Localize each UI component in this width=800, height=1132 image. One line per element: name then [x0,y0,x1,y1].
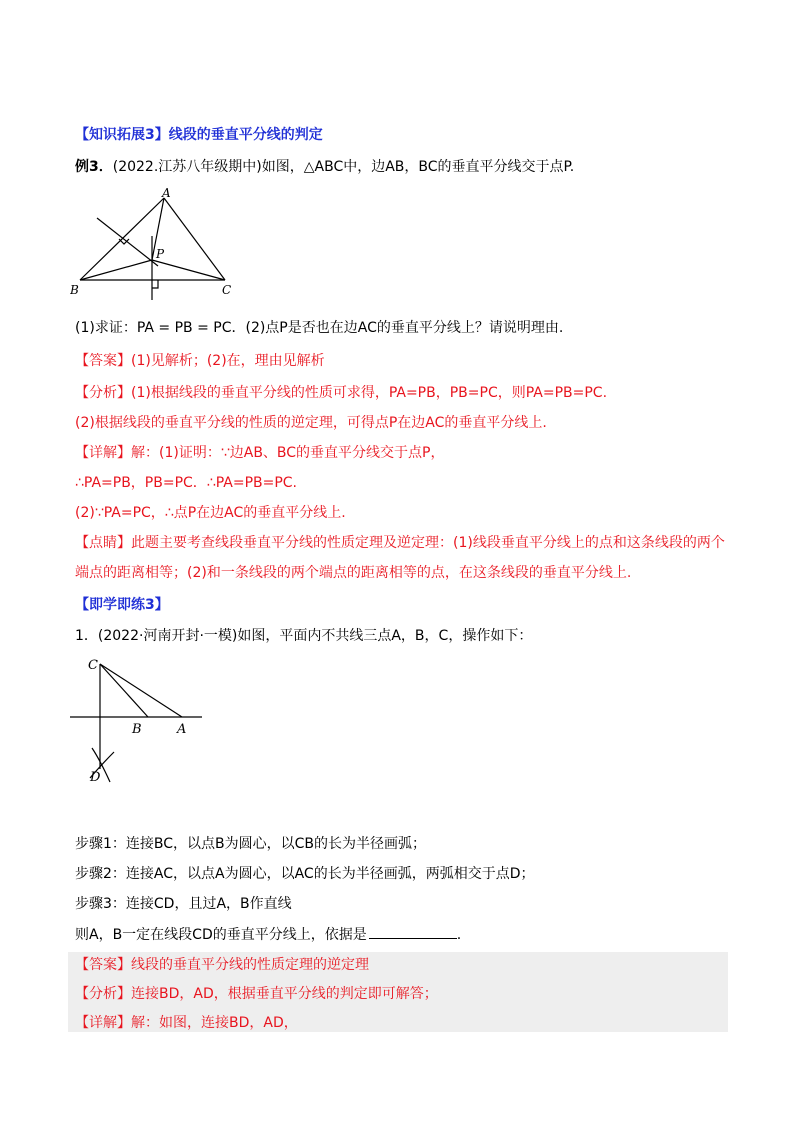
construction-figure [70,656,210,786]
problem-answer: 【答案】线段的垂直平分线的性质定理的逆定理 [75,957,369,973]
conclusion-end: . [456,927,462,943]
label-b2: B [132,722,142,737]
bisector-ab [97,218,158,266]
practice-title: 【即学即练3】 [75,597,169,613]
example-label: 例3． [75,159,113,175]
detail-3: (2)∵PA=PC，∴点P在边AC的垂直平分线上. [75,505,346,521]
problem-analysis: 【分析】连接BD，AD，根据垂直平分线的判定即可解答； [75,986,438,1002]
step-1: 步骤1：连接BC，以点B为圆心，以CB的长为半径画弧； [75,836,427,852]
answer-blank[interactable] [369,924,457,939]
detail-1: 【详解】解：(1)证明：∵边AB、BC的垂直平分线交于点P， [75,445,445,461]
question: (1)求证：PA = PB = PC．(2)点P是否也在边AC的垂直平分线上？请说明理由. [75,320,564,336]
label-b: B [70,283,79,297]
example-line [75,157,574,177]
analysis-1: 【分析】(1)根据线段的垂直平分线的性质可求得，PA=PB，PB=PC，则PA=PB=PC. [75,385,608,401]
side-ac [164,198,225,280]
problem-text: 1．(2022·河南开封·一模)如图，平面内不共线三点A，B，C，操作如下： [75,628,533,644]
segment-pc [152,260,225,280]
section-title: 【知识拓展3】线段的垂直平分线的判定 [75,127,323,143]
problem-detail: 【详解】解：如图，连接BD，AD， [75,1015,298,1031]
detail-2: ∴PA=PB，PB=PC．∴PA=PB=PC. [75,475,298,491]
right-angle-mark-bc [152,280,158,288]
label-c2: C [88,658,98,673]
label-a: A [162,188,171,200]
triangle-figure [70,188,245,303]
comment-1: 【点睛】此题主要考查线段垂直平分线的性质定理及逆定理：(1)线段垂直平分线上的点和这条线段的两个 [75,535,725,551]
step-3: 步骤3：连接CD，且过A，B作直线 [75,896,292,912]
label-p: P [156,247,165,261]
side-ab [80,198,164,280]
step-2: 步骤2：连接AC，以点A为圆心，以AC的长为半径画弧，两弧相交于点D； [75,866,535,882]
answer: 【答案】(1)见解析；(2)在，理由见解析 [75,353,325,369]
example-text: (2022.江苏八年级期中)如图，△ABC中，边AB，BC的垂直平分线交于点P. [112,159,575,175]
label-c: C [222,283,232,297]
comment-2: 端点的距离相等；(2)和一条线段的两个端点的距离相等的点，在这条线段的垂直平分线上. [75,565,632,581]
conclusion-line [75,924,461,945]
label-a2: A [177,722,187,737]
conclusion: 则A，B一定在线段CD的垂直平分线上，依据是 [75,927,367,943]
label-d2: D [90,770,101,785]
analysis-2: (2)根据线段的垂直平分线的性质的逆定理，可得点P在边AC的垂直平分线上. [75,415,547,431]
